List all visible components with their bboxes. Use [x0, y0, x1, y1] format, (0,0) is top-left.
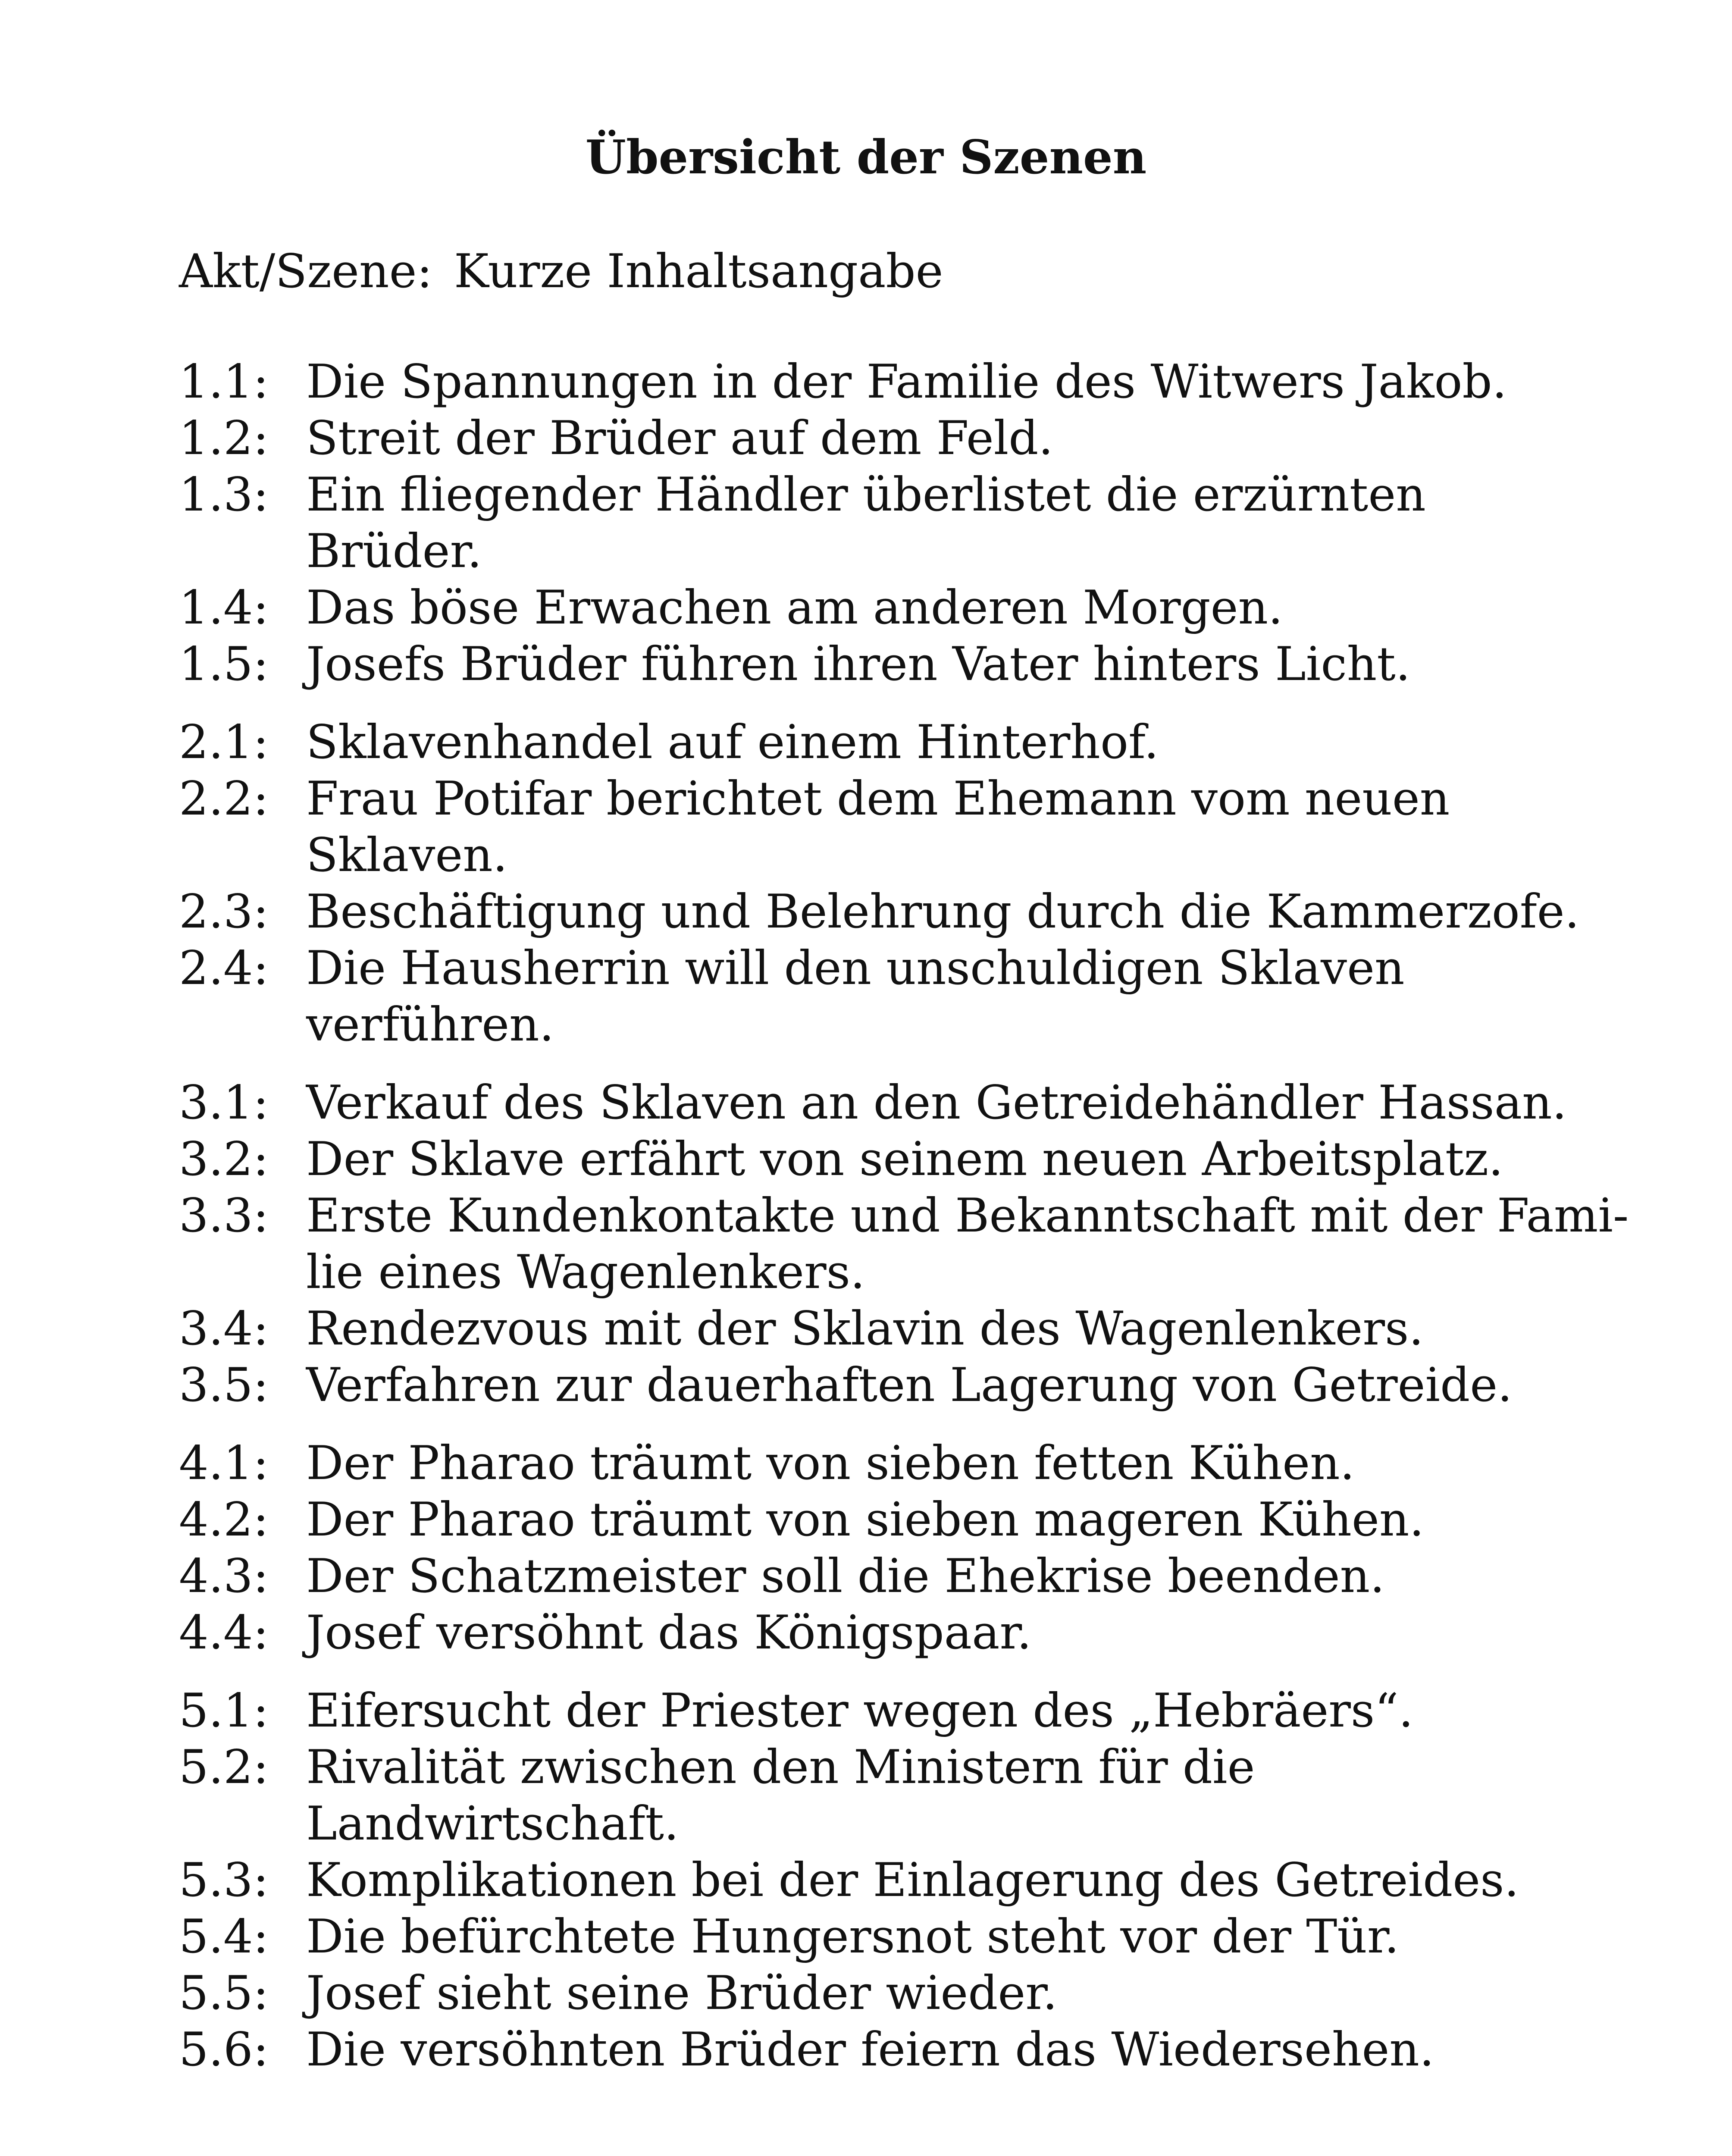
- scene-row: [179, 1548, 1610, 1604]
- scene-row: [179, 580, 1610, 636]
- scene-summary: Komplikationen bei der Einlagerung des Getreides.: [306, 1853, 1519, 1907]
- scene-summary: Streit der Brüder auf dem Feld.: [306, 411, 1053, 465]
- scene-row: [179, 1188, 1629, 1300]
- scene-summary: Ein fliegender Händler überlistet die erzürnten Brüder.: [306, 468, 1426, 578]
- scene-summary: Beschäftigung und Belehrung durch die Kammerzofe.: [306, 885, 1580, 939]
- scene-summary: Sklavenhandel auf einem Hinterhof.: [306, 715, 1159, 769]
- scene-row: [179, 1492, 1610, 1548]
- scene-summary: Verkauf des Sklaven an den Getreidehändler Hassan.: [306, 1076, 1567, 1130]
- act-group-1: [179, 354, 1610, 693]
- scene-number: 2.1:: [179, 715, 269, 769]
- scene-summary: Frau Potifar berichtet dem Ehemann vom neuen Sklaven.: [306, 772, 1450, 882]
- scene-summary: Der Schatzmeister soll die Ehekrise beenden.: [306, 1549, 1385, 1603]
- scene-number: 3.1:: [179, 1076, 269, 1130]
- scene-number: 1.2:: [179, 411, 269, 465]
- scene-row: [179, 1852, 1610, 1908]
- scene-row: [179, 1435, 1610, 1492]
- scene-number: 2.2:: [179, 772, 269, 826]
- scene-row: [179, 1604, 1610, 1661]
- scene-number: 2.4:: [179, 941, 269, 995]
- column-header-label: Akt/Szene:: [179, 244, 432, 298]
- scene-number: 5.1:: [179, 1684, 269, 1738]
- scene-summary: Der Pharao träumt von sieben fetten Kühen.: [306, 1436, 1355, 1490]
- scene-summary: Josefs Brüder führen ihren Vater hinters Licht.: [306, 637, 1411, 691]
- scene-row: [179, 940, 1610, 1053]
- scene-summary: Die versöhnten Brüder feiern das Wiedersehen.: [306, 2023, 1434, 2077]
- scene-summary-line: lie eines Wagenlenkers.: [306, 1245, 865, 1299]
- scene-row: [179, 467, 1610, 580]
- scene-list: [179, 354, 1629, 2100]
- scene-row: [179, 354, 1610, 410]
- page-title: Übersicht der Szenen: [585, 130, 1147, 185]
- act-group-3: [179, 1075, 1629, 1413]
- scene-number: 5.3:: [179, 1853, 269, 1907]
- scene-row: [179, 2021, 1610, 2078]
- scene-number: 4.1:: [179, 1436, 269, 1490]
- scene-number: 3.2:: [179, 1132, 269, 1186]
- scene-row: [179, 636, 1610, 693]
- scene-number: 3.3:: [179, 1189, 269, 1243]
- scene-row: [179, 714, 1610, 771]
- scene-number: 4.2:: [179, 1493, 269, 1547]
- scene-summary: Der Sklave erfährt von seinem neuen Arbeitsplatz.: [306, 1132, 1503, 1186]
- scene-summary: Rendezvous mit der Sklavin des Wagenlenkers.: [306, 1302, 1424, 1356]
- scene-summary: Die Hausherrin will den unschuldigen Sklaven verführen.: [306, 941, 1405, 1052]
- scene-summary: Josef sieht seine Brüder wieder.: [306, 1966, 1058, 2020]
- act-group-2: [179, 714, 1610, 1053]
- scene-number: 2.3:: [179, 885, 269, 939]
- scene-row: [179, 1131, 1610, 1188]
- scene-summary-line: Erste Kundenkontakte und Bekanntschaft mit der Fami-: [306, 1189, 1629, 1243]
- scene-summary: Das böse Erwachen am anderen Morgen.: [306, 581, 1283, 635]
- scene-row: [179, 1908, 1610, 1965]
- scene-number: 4.4:: [179, 1606, 269, 1660]
- scene-row: [179, 1075, 1610, 1131]
- scene-summary: Eifersucht der Priester wegen des „Hebräers“.: [306, 1684, 1413, 1738]
- scene-summary: Verfahren zur dauerhaften Lagerung von Getreide.: [306, 1358, 1513, 1412]
- scene-number: 3.5:: [179, 1358, 269, 1412]
- scene-row: [179, 1300, 1610, 1357]
- scene-row: [179, 1965, 1610, 2021]
- scene-summary: Josef versöhnt das Königspaar.: [306, 1606, 1032, 1660]
- scene-row: [179, 884, 1610, 940]
- scene-row: [179, 1357, 1610, 1413]
- scene-number: 3.4:: [179, 1302, 269, 1356]
- scene-summary: Die befürchtete Hungersnot steht vor der Tür.: [306, 1910, 1399, 1964]
- scene-number: 1.4:: [179, 581, 269, 635]
- scene-summary: [306, 1188, 1629, 1300]
- scene-row: [179, 1739, 1610, 1852]
- scene-number: 1.5:: [179, 637, 269, 691]
- scene-number: 1.1:: [179, 355, 269, 409]
- scene-row: [179, 410, 1610, 467]
- column-header-text: Kurze Inhaltsangabe: [454, 244, 943, 298]
- scene-number: 4.3:: [179, 1549, 269, 1603]
- scene-summary: Rivalität zwischen den Ministern für die Landwirtschaft.: [306, 1740, 1255, 1851]
- scene-number: 1.3:: [179, 468, 269, 522]
- scene-number: 5.4:: [179, 1910, 269, 1964]
- scene-row: [179, 771, 1610, 884]
- column-header: [179, 241, 943, 302]
- scene-summary: Die Spannungen in der Familie des Witwers Jakob.: [306, 355, 1507, 409]
- scene-number: 5.2:: [179, 1740, 269, 1794]
- scene-number: 5.5:: [179, 1966, 269, 2020]
- scene-summary: Der Pharao träumt von sieben mageren Kühen.: [306, 1493, 1424, 1547]
- act-group-4: [179, 1435, 1610, 1661]
- scene-number: 5.6:: [179, 2023, 269, 2077]
- act-group-5: [179, 1683, 1610, 2078]
- scene-row: [179, 1683, 1610, 1739]
